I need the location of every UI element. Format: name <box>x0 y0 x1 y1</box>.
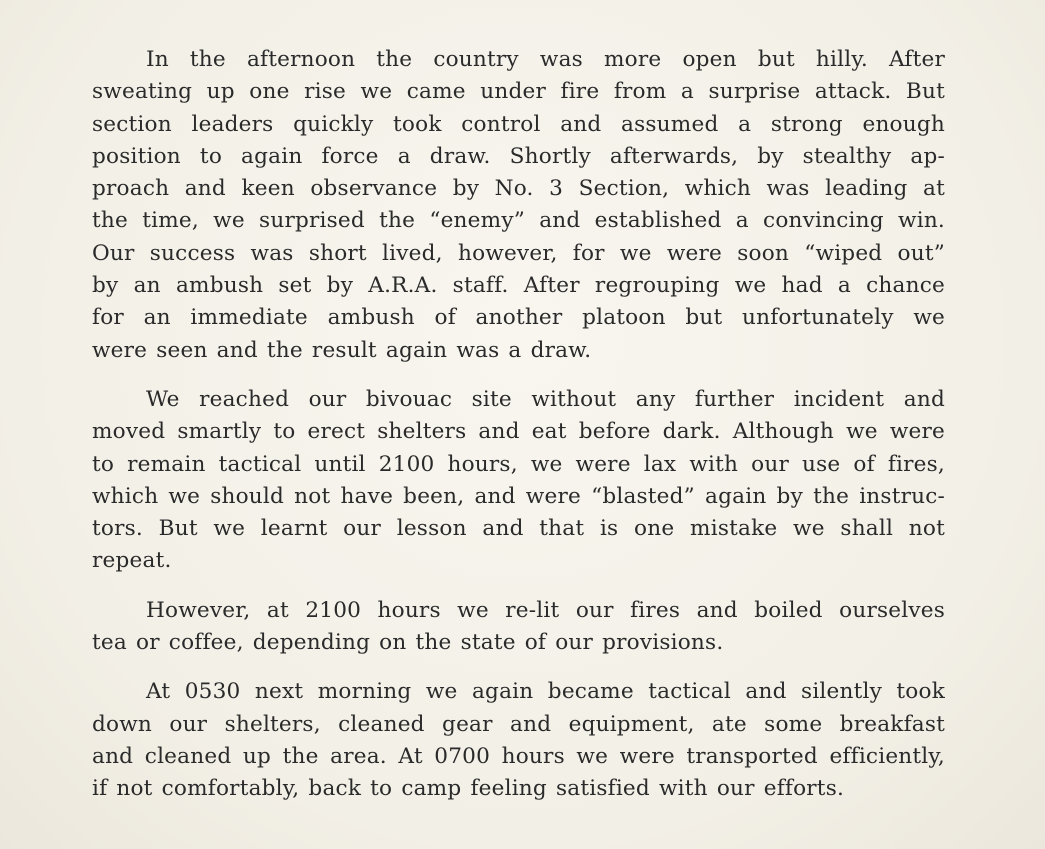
text-line: were seen and the result again was a draw. <box>92 337 592 363</box>
paragraph-1 <box>92 44 945 367</box>
paragraph-3 <box>92 595 945 660</box>
text-line: tors. But we learnt our lesson and that is one mistake we shall not <box>92 516 945 542</box>
text-line: position to again force a draw. Shortly afterwards, by stealthy ap- <box>92 143 945 169</box>
paragraph-2 <box>92 384 945 578</box>
text-line: down our shelters, cleaned gear and equipment, ate some breakfast <box>92 711 945 737</box>
text-line: In the afternoon the country was more open but hilly. After <box>146 47 945 72</box>
text-line: sweating up one rise we came under fire from a surprise attack. But <box>92 79 945 105</box>
text-line: and cleaned up the area. At 0700 hours we were transported efficiently, <box>92 743 945 769</box>
text-line: the time, we surprised the “enemy” and established a convincing win. <box>92 208 945 234</box>
text-line: tea or coffee, depending on the state of our provisions. <box>92 630 724 656</box>
text-line: which we should not have been, and were “blasted” again by the instruc- <box>92 483 945 509</box>
text-line: proach and keen observance by No. 3 Section, which was leading at <box>92 176 945 202</box>
text-line: to remain tactical until 2100 hours, we were lax with our use of fires, <box>92 451 945 477</box>
text-line: We reached our bivouac site without any further incident and <box>146 386 945 412</box>
paragraph-4 <box>92 676 945 805</box>
text-line: for an immediate ambush of another platoon but unfortunately we <box>92 305 945 331</box>
body-text <box>92 44 945 823</box>
text-line: However, at 2100 hours we re-lit our fires and boiled ourselves <box>146 597 945 623</box>
text-line: At 0530 next morning we again became tactical and silently took <box>146 679 945 705</box>
text-line: section leaders quickly took control and assumed a strong enough <box>92 111 945 137</box>
text-line: moved smartly to erect shelters and eat before dark. Although we were <box>92 419 945 445</box>
text-line: if not comfortably, back to camp feeling satisfied with our efforts. <box>92 776 845 802</box>
text-line: Our success was short lived, however, for we were soon “wiped out” <box>92 240 945 266</box>
text-line: repeat. <box>92 548 172 574</box>
text-line: by an ambush set by A.R.A. staff. After regrouping we had a chance <box>92 273 945 299</box>
